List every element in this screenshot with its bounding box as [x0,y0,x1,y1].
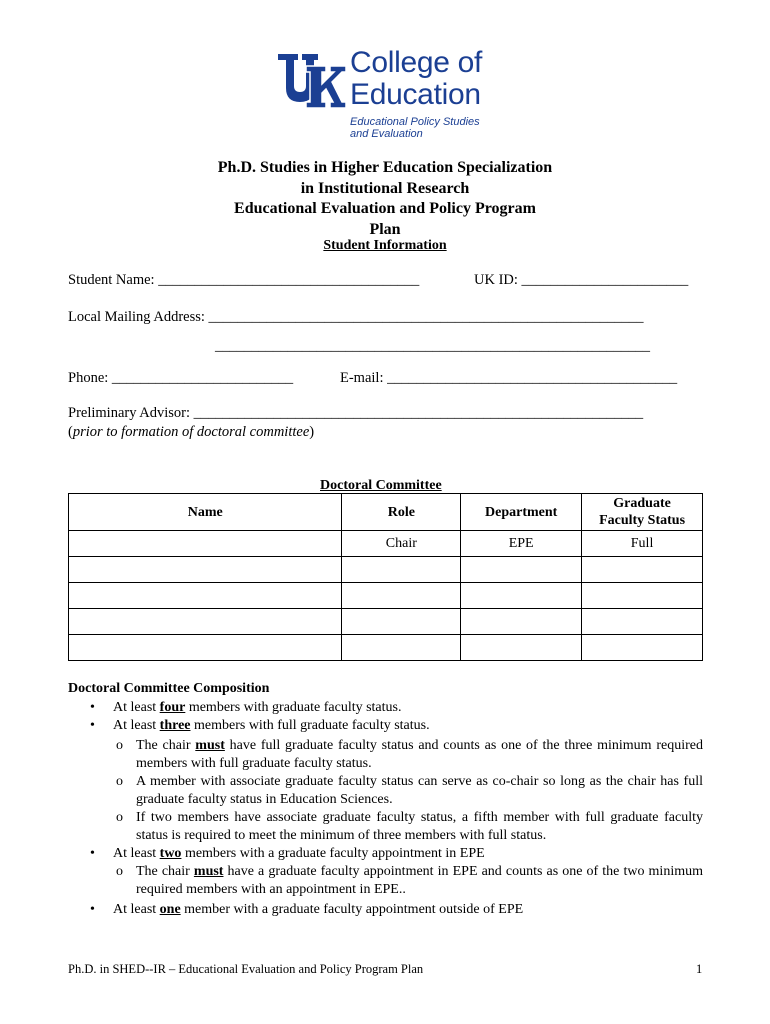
composition-sub-chair-epe [136,863,703,899]
table-row [69,531,703,557]
composition-item-four [113,699,703,717]
cell-role[interactable] [342,557,461,583]
col-header-role: Role [342,494,461,531]
bullet-icon: • [90,902,95,917]
composition-sub-cochair: A member with associate graduate faculty status can serve as co-chair so long as the chair has full graduate faculty status in Education Sciences. [136,774,703,807]
s1-em: must [195,738,225,753]
bullet-icon: • [90,718,95,733]
email-field[interactable]: E-mail: ________________________________________ [340,370,678,386]
cell-department[interactable] [461,557,582,583]
cell-name[interactable] [69,557,342,583]
col-header-status [582,494,703,531]
cell-name[interactable] [69,583,342,609]
student-name-field[interactable]: Student Name: ____________________________________ [68,272,420,288]
composition-item-three [113,717,703,735]
cell-name[interactable] [69,635,342,661]
advisor-note-text: prior to formation of doctoral committee [72,424,310,440]
bullet-icon: • [90,700,95,715]
composition-heading: Doctoral Committee Composition [68,681,270,696]
student-info-heading: Student Information [323,238,447,253]
advisor-note-open: ( [68,424,73,440]
s1-pre: The chair [136,738,196,753]
composition-item-two [113,845,703,863]
composition-sub-fifth-member: If two members have associate graduate faculty status, a fifth member with full graduate faculty status is required to meet the minimum of three members with full status. [136,810,703,843]
b3-post: members with a graduate faculty appointment in EPE [181,846,485,861]
logo-sub1: Educational Policy Studies [350,116,480,128]
cell-role[interactable] [342,583,461,609]
b1-pre: At least [113,700,160,715]
title-line3: Educational Evaluation and Policy Program [234,200,536,217]
cell-status[interactable] [582,583,703,609]
logo-sub2: and Evaluation [350,128,423,140]
cell-department[interactable] [461,583,582,609]
committee-heading: Doctoral Committee [320,478,442,493]
b2-em: three [159,718,191,733]
b4-post: member with a graduate faculty appointment outside of EPE [180,902,524,917]
b3-pre: At least [113,846,160,861]
b2-pre: At least [113,718,160,733]
col-header-name: Name [69,494,342,531]
b4-em: one [159,902,181,917]
bullet-icon: • [90,846,95,861]
title-line4: Plan [369,220,401,238]
table-row [69,635,703,661]
composition-sub-chair-full [136,737,703,773]
composition-item-one [113,901,703,919]
cell-status[interactable] [582,557,703,583]
cell-role[interactable]: Chair [342,531,461,557]
advisor-note-close: ) [309,424,315,440]
cell-department[interactable] [461,609,582,635]
cell-status[interactable] [582,609,703,635]
table-row [69,583,703,609]
sub-bullet-icon: o [116,738,123,753]
uk-logo-icon [276,52,346,110]
logo-line2: Education [350,78,481,111]
logo-wordmark [350,47,482,140]
advisor-field[interactable]: Preliminary Advisor: ______________________________________________________________ [68,405,644,421]
cell-status[interactable]: Full [582,531,703,557]
s4-em: must [193,864,224,879]
b1-post: members with graduate faculty status. [185,700,402,715]
title-line2: in Institutional Research [300,179,470,197]
b2-post: members with full graduate faculty status. [190,718,430,733]
b3-em: two [159,846,182,861]
phone-field[interactable]: Phone: _________________________ [68,370,294,386]
mailing-address-field[interactable]: Local Mailing Address: ____________________________________________________________ [68,309,644,325]
mailing-address-line2[interactable]: ____________________________________________________________ [215,338,650,354]
cell-role[interactable] [342,609,461,635]
cell-department[interactable]: EPE [461,531,582,557]
footer-text: Ph.D. in SHED--IR – Educational Evaluation and Policy Program Plan [68,962,424,976]
uk-id-field[interactable]: UK ID: _______________________ [474,272,689,288]
sub-bullet-icon: o [116,774,123,789]
col-header-department: Department [461,494,582,531]
page-title [0,158,770,240]
cell-status[interactable] [582,635,703,661]
cell-name[interactable] [69,609,342,635]
committee-table [68,493,703,661]
table-row [69,609,703,635]
s1-post: have full graduate faculty status and counts as one of the three minimum required members with full graduate faculty status. [136,738,703,771]
b1-em: four [159,700,186,715]
table-header-row [69,494,703,531]
advisor-note [68,424,314,441]
sub-bullet-icon: o [116,864,123,879]
page-number: 1 [696,962,703,976]
s4-post: have a graduate faculty appointment in EPE and counts as one of the two minimum required members with an appointment in EPE.. [136,864,703,897]
s4-pre: The chair [136,864,194,879]
status-header-line2: Faculty Status [599,513,686,528]
table-row [69,557,703,583]
cell-role[interactable] [342,635,461,661]
logo-line1: College of [350,46,483,79]
b4-pre: At least [113,902,160,917]
sub-bullet-icon: o [116,810,123,825]
cell-department[interactable] [461,635,582,661]
cell-name[interactable] [69,531,342,557]
status-header-line1: Graduate [613,496,671,511]
title-line1: Ph.D. Studies in Higher Education Specialization [217,159,553,176]
